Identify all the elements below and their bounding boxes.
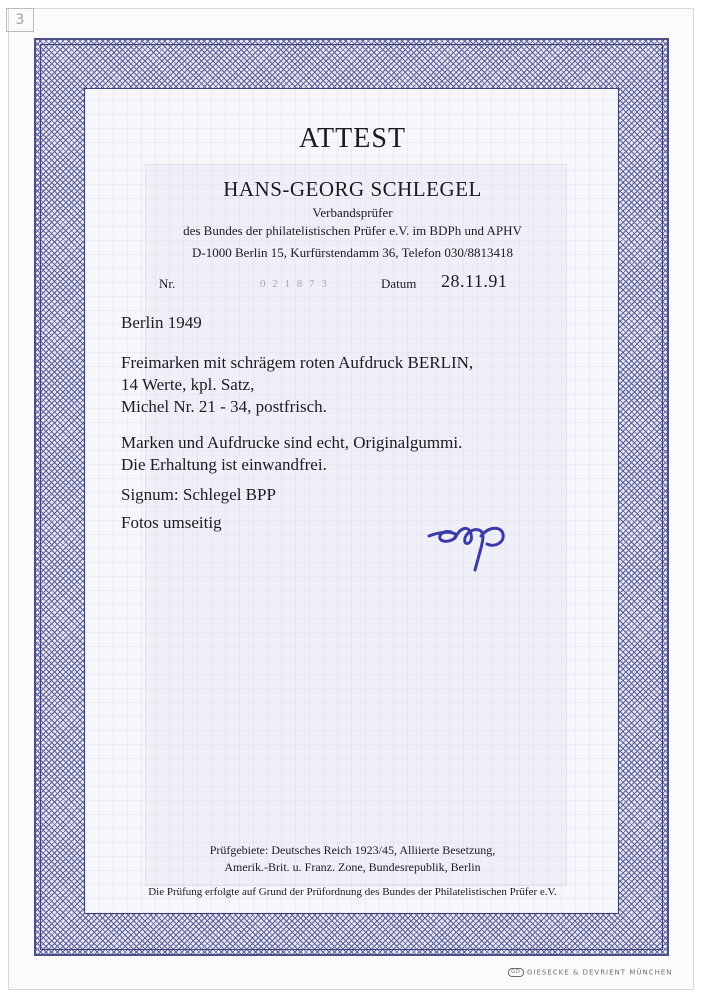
certificate-title: ATTEST [298,123,407,154]
issue-line: Berlin 1949 [121,313,202,332]
address-line: D-1000 Berlin 15, Kurfürstendamm 36, Telefon 030/8813418 [192,245,513,260]
printer-name: GIESECKE & DEVRIENT MÜNCHEN [527,968,673,977]
photos-note: Fotos umseitig [121,513,222,532]
printer-imprint [508,968,673,977]
assessment-line-2: Die Erhaltung ist einwandfrei. [121,455,327,474]
footer-scope-line-1: Prüfgebiete: Deutsches Reich 1923/45, Alliierte Besetzung, [209,843,496,857]
examiner-name: HANS-GEORG SCHLEGEL [223,177,482,201]
description-line-2: 14 Werte, kpl. Satz, [121,375,255,394]
footer-regulation-note: Die Prüfung erfolgte auf Grund der Prüfordnung des Bundes der Philatelistischen Prüfer e.V. [148,886,557,898]
number-label: Nr. [159,276,176,291]
assessment-line-1: Marken und Aufdrucke sind echt, Originalgummi. [121,433,463,452]
certificate-number: 0 2 1 8 7 3 [260,278,329,290]
footer-scope-line-2: Amerik.-Brit. u. Franz. Zone, Bundesrepublik, Berlin [224,860,481,874]
corner-mark: 3 [6,8,34,32]
association-line: des Bundes der philatelistischen Prüfer e.V. im BDPh und APHV [183,223,522,238]
description-line-3: Michel Nr. 21 - 34, postfrisch. [121,397,327,416]
description-line-1: Freimarken mit schrägem roten Aufdruck BERLIN, [121,353,474,372]
examiner-role: Verbandsprüfer [312,205,393,220]
certificate-panel [84,88,619,914]
signum-line: Signum: Schlegel BPP [121,485,276,504]
certificate-date: 28.11.91 [441,271,508,291]
date-label: Datum [381,276,417,291]
printer-logo-icon: GD [508,968,524,977]
handwritten-signature [425,514,525,574]
